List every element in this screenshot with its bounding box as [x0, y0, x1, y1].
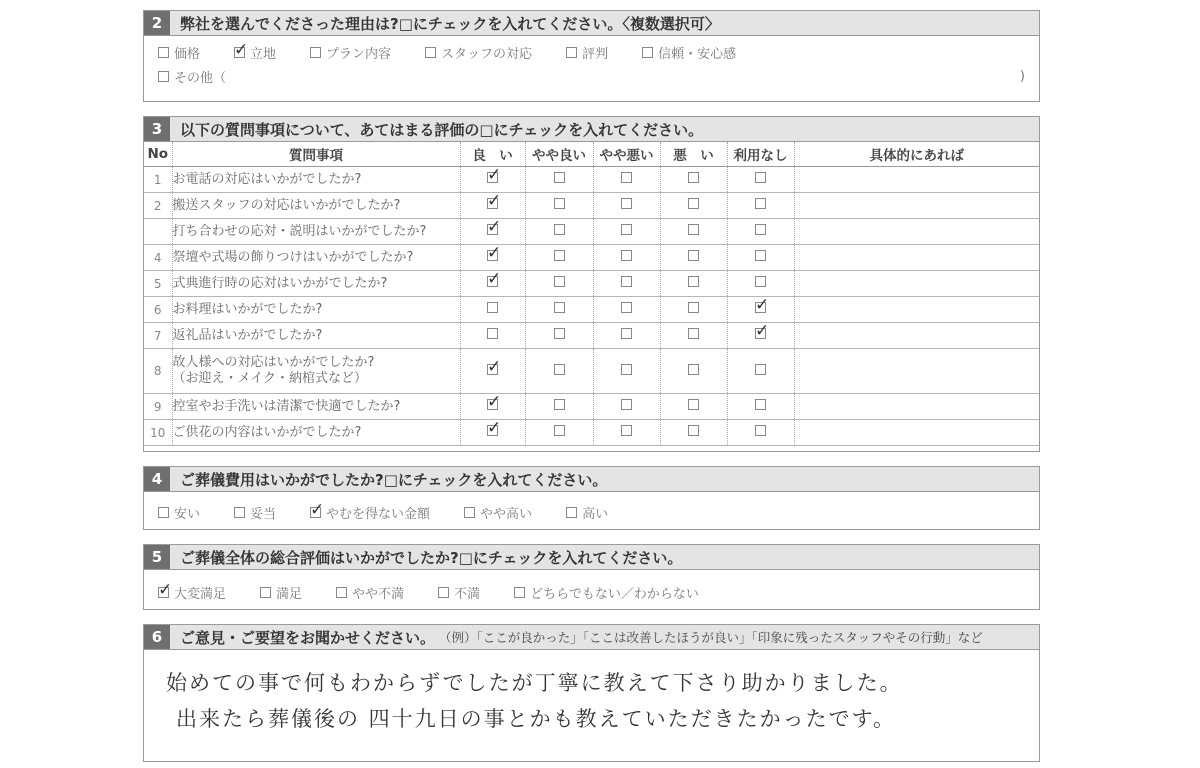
- checkbox[interactable]: [234, 47, 245, 58]
- checkbox[interactable]: [755, 302, 766, 313]
- checkbox[interactable]: [487, 399, 498, 410]
- question-line: 返礼品はいかがでしたか?: [172, 327, 323, 343]
- checkbox[interactable]: [158, 507, 169, 518]
- question-text: [172, 271, 460, 297]
- checkbox[interactable]: [310, 47, 321, 58]
- checkbox[interactable]: [688, 364, 699, 375]
- column-header: 利用なし: [727, 142, 794, 167]
- question-line: お料理はいかがでしたか?: [172, 301, 323, 317]
- row-number: 1: [144, 167, 172, 193]
- row-number: 4: [144, 245, 172, 271]
- option-item[interactable]: [260, 582, 302, 602]
- checkbox[interactable]: [554, 364, 565, 375]
- rating-cell[interactable]: [460, 219, 525, 245]
- checkbox[interactable]: [621, 276, 632, 287]
- option-item[interactable]: [158, 502, 200, 522]
- rating-cell[interactable]: [593, 167, 660, 193]
- column-header: 具体的にあれば: [794, 142, 1039, 167]
- option-item[interactable]: [642, 42, 736, 62]
- rating-cell[interactable]: [525, 271, 593, 297]
- rating-cell[interactable]: [460, 193, 525, 219]
- rating-cell[interactable]: [660, 167, 727, 193]
- checkbox[interactable]: [554, 328, 565, 339]
- rating-cell[interactable]: [660, 193, 727, 219]
- rating-cell[interactable]: [660, 245, 727, 271]
- question-text: [172, 193, 460, 219]
- option-other[interactable]: [158, 66, 226, 86]
- rating-cell[interactable]: [593, 245, 660, 271]
- paren-close: ): [1019, 68, 1025, 84]
- question-text: [172, 420, 460, 446]
- checkbox[interactable]: [688, 399, 699, 410]
- checkbox[interactable]: [755, 425, 766, 436]
- question-line: 打ち合わせの応対・説明はいかがでしたか?: [172, 223, 427, 239]
- rating-table: [144, 142, 1039, 446]
- checkbox[interactable]: [621, 399, 632, 410]
- detail-cell[interactable]: [794, 394, 1039, 420]
- question-text: [172, 323, 460, 349]
- rating-cell[interactable]: [460, 245, 525, 271]
- checkbox[interactable]: [487, 302, 498, 313]
- checkbox[interactable]: [487, 276, 498, 287]
- rating-cell[interactable]: [727, 323, 794, 349]
- detail-cell[interactable]: [794, 219, 1039, 245]
- rating-cell[interactable]: [660, 219, 727, 245]
- checkbox[interactable]: [621, 250, 632, 261]
- rating-cell[interactable]: [660, 297, 727, 323]
- checkbox[interactable]: [688, 224, 699, 235]
- option-item[interactable]: [310, 502, 430, 522]
- checkbox[interactable]: [621, 302, 632, 313]
- detail-cell[interactable]: [794, 167, 1039, 193]
- rating-cell[interactable]: [460, 167, 525, 193]
- checkbox[interactable]: [487, 425, 498, 436]
- table-row: [144, 167, 1039, 193]
- checkbox[interactable]: [487, 328, 498, 339]
- comment-line-2: 出来たら葬儀後の 四十九日の事とかも教えていただきたかったです。: [176, 707, 896, 731]
- table-row: [144, 219, 1039, 245]
- checkbox[interactable]: [260, 587, 271, 598]
- checkbox[interactable]: [621, 425, 632, 436]
- rating-cell[interactable]: [525, 219, 593, 245]
- rating-cell[interactable]: [727, 193, 794, 219]
- checkbox[interactable]: [688, 250, 699, 261]
- option-label: やや不満: [352, 586, 405, 602]
- row-number: 7: [144, 323, 172, 349]
- checkbox[interactable]: [158, 71, 169, 82]
- section-4: [143, 466, 1040, 530]
- checkbox[interactable]: [554, 302, 565, 313]
- rating-cell[interactable]: [593, 297, 660, 323]
- checkbox[interactable]: [554, 425, 565, 436]
- rating-cell[interactable]: [727, 219, 794, 245]
- option-label: 妥当: [250, 506, 277, 522]
- section-4-header: [144, 467, 1039, 492]
- option-item[interactable]: [464, 502, 532, 522]
- rating-cell[interactable]: [727, 349, 794, 394]
- checkbox[interactable]: [621, 224, 632, 235]
- question-line: 祭壇や式場の飾りつけはいかがでしたか?: [172, 249, 414, 265]
- rating-cell[interactable]: [660, 349, 727, 394]
- detail-cell[interactable]: [794, 245, 1039, 271]
- section-2-header: [144, 11, 1039, 36]
- question-line: ご供花の内容はいかがでしたか?: [172, 424, 362, 440]
- rating-cell[interactable]: [660, 420, 727, 446]
- checkbox[interactable]: [554, 250, 565, 261]
- table-row: [144, 297, 1039, 323]
- checkbox[interactable]: [688, 425, 699, 436]
- rating-cell[interactable]: [460, 349, 525, 394]
- row-number: 6: [144, 297, 172, 323]
- section-number: 4: [144, 467, 170, 491]
- question-text: [172, 349, 460, 394]
- section-3: [143, 116, 1040, 452]
- option-label: 評判: [582, 46, 609, 62]
- checkbox[interactable]: [554, 172, 565, 183]
- option-label: どちらでもない／わからない: [530, 586, 699, 602]
- rating-cell[interactable]: [593, 323, 660, 349]
- checkbox[interactable]: [755, 172, 766, 183]
- checkbox[interactable]: [755, 198, 766, 209]
- checkbox[interactable]: [158, 47, 169, 58]
- rating-cell[interactable]: [525, 323, 593, 349]
- checkbox[interactable]: [688, 172, 699, 183]
- reason-options: [144, 36, 1039, 66]
- rating-cell[interactable]: [660, 271, 727, 297]
- option-item[interactable]: [425, 42, 532, 62]
- option-item[interactable]: [310, 42, 391, 62]
- option-item[interactable]: [158, 42, 200, 62]
- column-header: 質問事項: [172, 142, 460, 167]
- column-header: やや悪い: [593, 142, 660, 167]
- section-6: [143, 624, 1040, 762]
- rating-cell[interactable]: [525, 394, 593, 420]
- rating-cell[interactable]: [593, 349, 660, 394]
- rating-cell[interactable]: [460, 420, 525, 446]
- option-label: プラン内容: [326, 46, 392, 62]
- table-row: [144, 420, 1039, 446]
- option-item[interactable]: [438, 582, 480, 602]
- checkbox[interactable]: [554, 276, 565, 287]
- row-number: 2: [144, 193, 172, 219]
- other-row: [144, 66, 1039, 90]
- detail-cell[interactable]: [794, 323, 1039, 349]
- detail-cell[interactable]: [794, 193, 1039, 219]
- rating-cell[interactable]: [593, 420, 660, 446]
- rating-cell[interactable]: [525, 245, 593, 271]
- checkbox[interactable]: [755, 364, 766, 375]
- checkbox[interactable]: [755, 276, 766, 287]
- question-text: [172, 394, 460, 420]
- checkbox[interactable]: [621, 364, 632, 375]
- section-number: 6: [144, 625, 170, 649]
- rating-cell[interactable]: [525, 349, 593, 394]
- question-text: [172, 219, 460, 245]
- checkbox[interactable]: [310, 507, 321, 518]
- section-2: [143, 10, 1040, 102]
- checkbox[interactable]: [688, 276, 699, 287]
- section-3-header: [144, 117, 1039, 142]
- section-number: 3: [144, 117, 170, 141]
- column-header: 良 い: [460, 142, 525, 167]
- checkbox[interactable]: [554, 399, 565, 410]
- checkbox[interactable]: [487, 364, 498, 375]
- option-label: 信頼・安心感: [658, 46, 737, 62]
- checkbox[interactable]: [234, 507, 245, 518]
- checkbox[interactable]: [425, 47, 436, 58]
- table-row: [144, 394, 1039, 420]
- column-header: 悪 い: [660, 142, 727, 167]
- section-title: 以下の質問事項について、あてはまる評価の□にチェックを入れてください。: [180, 120, 704, 139]
- rating-cell[interactable]: [525, 193, 593, 219]
- checkbox[interactable]: [755, 328, 766, 339]
- question-line: 故人様への対応はいかがでしたか?: [172, 355, 375, 370]
- option-label: その他（: [174, 70, 227, 86]
- section-6-header: [144, 625, 1039, 650]
- option-label: やや高い: [480, 506, 533, 522]
- checkbox[interactable]: [158, 587, 169, 598]
- section-title: 弊社を選んでくださった理由は?□にチェックを入れてください。〈複数選択可〉: [180, 14, 720, 33]
- option-label: 立地: [250, 46, 277, 62]
- checkbox[interactable]: [514, 587, 525, 598]
- section-number: 2: [144, 11, 170, 35]
- checkbox[interactable]: [688, 198, 699, 209]
- checkbox[interactable]: [554, 224, 565, 235]
- table-row: [144, 271, 1039, 297]
- option-label: スタッフの対応: [441, 46, 533, 62]
- rating-cell[interactable]: [727, 245, 794, 271]
- table-row: [144, 245, 1039, 271]
- row-number: 10: [144, 420, 172, 446]
- column-header: No: [144, 142, 172, 167]
- checkbox[interactable]: [464, 507, 475, 518]
- option-label: 高い: [582, 506, 609, 522]
- checkbox[interactable]: [755, 399, 766, 410]
- rating-cell[interactable]: [727, 297, 794, 323]
- rating-cell[interactable]: [525, 420, 593, 446]
- question-line: 式典進行時の応対はいかがでしたか?: [172, 275, 388, 291]
- checkbox[interactable]: [566, 47, 577, 58]
- detail-cell[interactable]: [794, 349, 1039, 394]
- checkbox[interactable]: [487, 172, 498, 183]
- detail-cell[interactable]: [794, 297, 1039, 323]
- comment-line-1: 始めての事で何もわからずでしたが丁寧に教えて下さり助かりました。: [166, 671, 903, 695]
- option-label: 満足: [276, 586, 303, 602]
- question-line: お電話の対応はいかがでしたか?: [172, 171, 362, 187]
- rating-cell[interactable]: [460, 297, 525, 323]
- row-number: 9: [144, 394, 172, 420]
- option-item[interactable]: [514, 582, 699, 602]
- section-number: 5: [144, 545, 170, 569]
- option-label: 大変満足: [174, 586, 227, 602]
- section-title: ご意見・ご要望をお聞かせください。: [180, 628, 436, 647]
- checkbox[interactable]: [487, 224, 498, 235]
- rating-cell[interactable]: [460, 271, 525, 297]
- checkbox[interactable]: [755, 250, 766, 261]
- table-row: [144, 323, 1039, 349]
- checkbox[interactable]: [487, 250, 498, 261]
- checkbox[interactable]: [336, 587, 347, 598]
- cost-options: [144, 492, 1039, 526]
- question-line: 搬送スタッフの対応はいかがでしたか?: [172, 197, 401, 213]
- table-row: [144, 349, 1039, 394]
- rating-cell[interactable]: [660, 394, 727, 420]
- question-text: [172, 245, 460, 271]
- checkbox[interactable]: [554, 198, 565, 209]
- section-title: ご葬儀費用はいかがでしたか?□にチェックを入れてください。: [180, 470, 608, 489]
- rating-cell[interactable]: [593, 219, 660, 245]
- option-item[interactable]: [158, 582, 226, 602]
- option-item[interactable]: [566, 42, 608, 62]
- detail-cell[interactable]: [794, 420, 1039, 446]
- checkbox[interactable]: [688, 302, 699, 313]
- option-item[interactable]: [336, 582, 404, 602]
- section-5: [143, 544, 1040, 610]
- rating-cell[interactable]: [593, 271, 660, 297]
- table-header-row: [144, 142, 1039, 167]
- checkbox[interactable]: [755, 224, 766, 235]
- rating-cell[interactable]: [460, 394, 525, 420]
- option-label: やむを得ない金額: [326, 506, 431, 522]
- column-header: やや良い: [525, 142, 593, 167]
- option-item[interactable]: [234, 42, 276, 62]
- rating-cell[interactable]: [525, 167, 593, 193]
- question-text: [172, 297, 460, 323]
- table-row: [144, 193, 1039, 219]
- row-number: [144, 219, 172, 245]
- question-subline: （お迎え・メイク・納棺式など）: [172, 371, 367, 386]
- rating-cell[interactable]: [660, 323, 727, 349]
- rating-cell[interactable]: [727, 271, 794, 297]
- section-example: （例）「ここが良かった」「ここは改善したほうが良い」「印象に残ったスタッフやその行動」など: [439, 630, 983, 645]
- rating-cell[interactable]: [727, 394, 794, 420]
- rating-cell[interactable]: [525, 297, 593, 323]
- rating-cell[interactable]: [460, 323, 525, 349]
- option-label: 安い: [174, 506, 201, 522]
- checkbox[interactable]: [621, 172, 632, 183]
- checkbox[interactable]: [438, 587, 449, 598]
- section-5-header: [144, 545, 1039, 570]
- section-title: ご葬儀全体の総合評価はいかがでしたか?□にチェックを入れてください。: [180, 548, 683, 567]
- rating-cell[interactable]: [727, 420, 794, 446]
- question-text: [172, 167, 460, 193]
- checkbox[interactable]: [487, 198, 498, 209]
- row-number: 5: [144, 271, 172, 297]
- detail-cell[interactable]: [794, 271, 1039, 297]
- checkbox[interactable]: [566, 507, 577, 518]
- option-item[interactable]: [234, 502, 276, 522]
- rating-cell[interactable]: [593, 193, 660, 219]
- option-item[interactable]: [566, 502, 608, 522]
- table-body: [144, 167, 1039, 446]
- question-line: 控室やお手洗いは清潔で快適でしたか?: [172, 398, 401, 414]
- checkbox[interactable]: [621, 198, 632, 209]
- overall-options: [144, 570, 1039, 606]
- row-number: 8: [144, 349, 172, 394]
- rating-cell[interactable]: [593, 394, 660, 420]
- option-label: 価格: [174, 46, 201, 62]
- checkbox[interactable]: [621, 328, 632, 339]
- option-label: 不満: [454, 586, 481, 602]
- checkbox[interactable]: [642, 47, 653, 58]
- checkbox[interactable]: [688, 328, 699, 339]
- rating-cell[interactable]: [727, 167, 794, 193]
